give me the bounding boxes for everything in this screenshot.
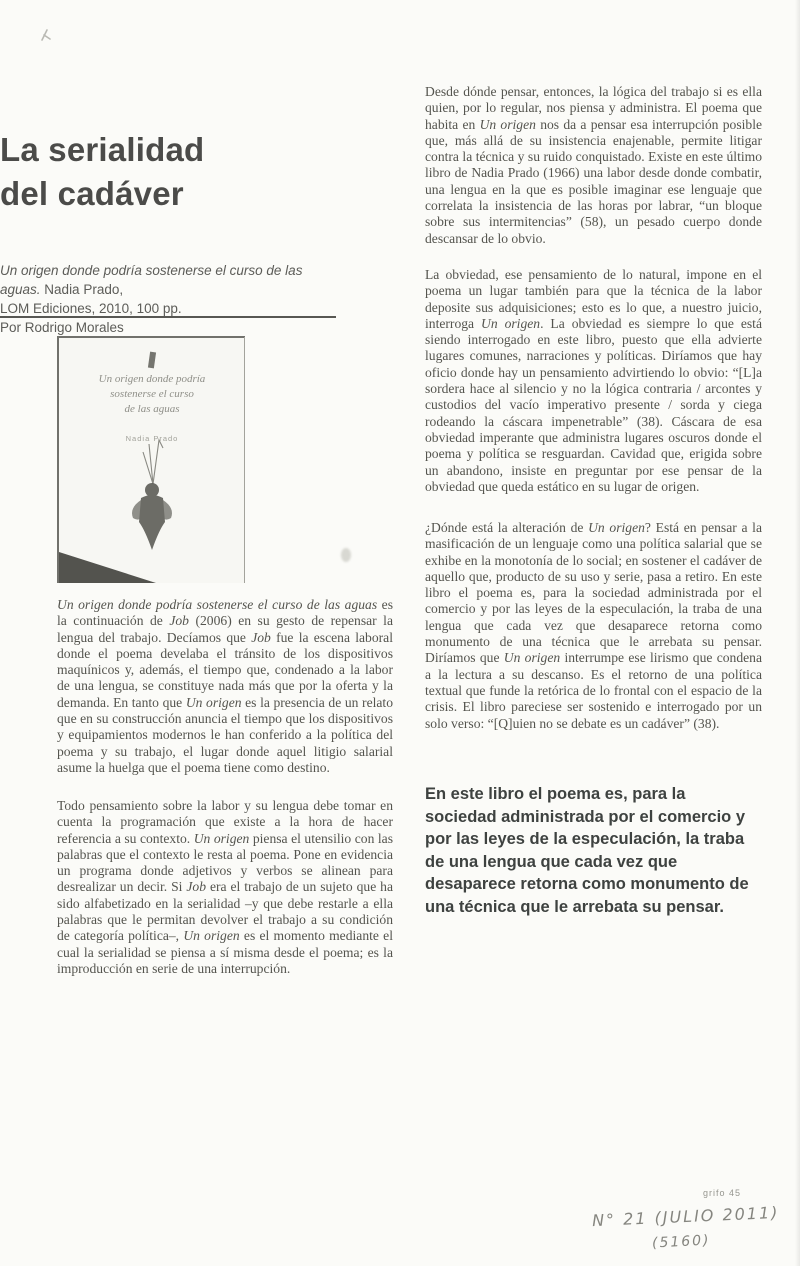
handwritten-pages-note: (5160) xyxy=(651,1232,711,1252)
scan-smudge xyxy=(341,548,351,562)
horizontal-rule xyxy=(0,316,336,318)
cover-dark-triangle xyxy=(59,552,156,583)
cover-figure-illustration xyxy=(119,438,183,556)
article-title xyxy=(0,128,336,216)
citation-byline: Por Rodrigo Morales xyxy=(0,320,124,335)
article-title-line2: del cadáver xyxy=(0,175,184,212)
pencil-mark xyxy=(38,26,54,44)
cover-scan-edge-line xyxy=(244,337,245,583)
citation-line: LOM Ediciones, 2010, 100 pp. xyxy=(0,301,182,316)
book-cover-image xyxy=(57,336,245,583)
citation-line: aguas. Nadia Prado, xyxy=(0,282,124,297)
journal-footer-mark: grifo 45 xyxy=(703,1188,742,1198)
book-cover-author: Nadia Prado xyxy=(125,434,179,443)
paragraph-right-3: ¿Dónde está la alteración de Un origen? Está en pensar a la masificación de un lenguaje como una política salarial que se exhibe en la monotonía de lo social; en sostener el cadáver de aquello que, producto de su uso y serie, pasa a retiro. En este libro el poema es, para la sociedad administrada por el comercio y por las leyes de la especulación, la traba de una lengua que cada vez que desaparece retorna como monumento de una técnica que le arrebata su pensar. Diríamos que Un origen interrumpe ese lirismo que condena a la lectura a su descanso. Es el retorno de una política textual que funde la retórica de lo frontal con el espacio de la crisis. El libro pareciese ser sostenido e interrogado por un solo verso: “[Q]uien no se debate es un cadáver” (38). xyxy=(425,520,762,731)
pull-quote: En este libro el poema es, para la sociedad administrada por el comercio y por las leyes de la especulación, la traba de una lengua que cada vez que desaparece retorna como monumento de una técnica que le arrebata su pensar. xyxy=(425,785,749,916)
book-citation xyxy=(0,261,336,337)
paragraph-left-2: Todo pensamiento sobre la labor y su lengua debe tomar en cuenta la programación que existe a la hora de hacer referencia a su contexto. Un origen piensa el utensilio con las palabras que el contexto le resta al poema. Pone en evidencia un programa donde adjetivos y verbos se alinean para desrealizar un decir. Si Job era el trabajo de un sujeto que ha sido alfabetizado en la serialidad –y que debe restarle a ella palabras que le permitan devolver el trabajo a su condición de categoría política–, Un origen es el momento mediante el cual la serialidad se piensa a sí misma desde el poema; es la improducción en serie de una interrupción. xyxy=(57,798,393,976)
paragraph-right-1: Desde dónde pensar, entonces, la lógica del trabajo si es ella quien, por lo regular, nos piensa y administra. El poema que habita en Un origen nos da a pensar esa interrupción posible que, más allá de su insistencia enajenable, permite litigar contra la técnica y su ruido conquistado. Existe en este último libro de Nadia Prado (1966) una labor desde donde combatir, una lengua en la que es posible imaginar ese lenguaje que correlata la insistencia de las horas por labrar, “un bloque sobre sus intermitencias” (58), un pesado cuerpo donde descansar de lo obvio. xyxy=(425,84,763,246)
publisher-logo-mark xyxy=(148,352,156,369)
book-cover-title: Un origen donde podría sostenerse el curso de las aguas xyxy=(98,373,206,415)
citation-line: Un origen donde podría sostenerse el curso de las xyxy=(0,263,303,278)
article-title-line1: La serialidad xyxy=(0,131,205,168)
paragraph-left-1: Un origen donde podría sostenerse el curso de las aguas es la continuación de Job (2006) en su gesto de repensar la lengua del trabajo. Decíamos que Job fue la escena laboral donde el poema develaba el tránsito de los dispositivos maquínicos y, además, el tiempo que, condenado a la labor de una lengua, se constituye nada más que por la oferta y la demanda. En tanto que Un origen es la presencia de un relato que en su construcción anuncia el tiempo que los dispositivos y equipamientos modernos le han conferido a la política del poema y su trabajo, el lugar donde aquel litigio salarial asume la huelga que el poema tiene como destino. xyxy=(57,597,393,775)
handwritten-issue-note: N° 21 (JULIO 2011) xyxy=(591,1202,780,1231)
paragraph-right-2: La obviedad, ese pensamiento de lo natural, impone en el poema un lugar también para que la técnica de la labor deposite sus adquisiciones; esto es lo que, a nuestro juicio, interroga Un origen. La obviedad es siempre lo que está siendo interrogado en este libro, puesto que ella advierte lugares comunes, narraciones y políticas. Diríamos que hay oficio donde hay un pensamiento advirtiendo lo obvio: “[L]a sordera hace al silencio y no la lógica contraria / arcontes y custodios del vacío imperativo presente / sorda y ciega rodeando la cáscara impenetrable” (38). Cáscara de esa obviedad imperante que administra lugares oscuros donde el poema y política se resguardan. Cavidad que, erigida sobre un abandono, insiste en preguntar por ese pensar de la obviedad que queda estático en su lugar de origen. xyxy=(425,267,762,494)
